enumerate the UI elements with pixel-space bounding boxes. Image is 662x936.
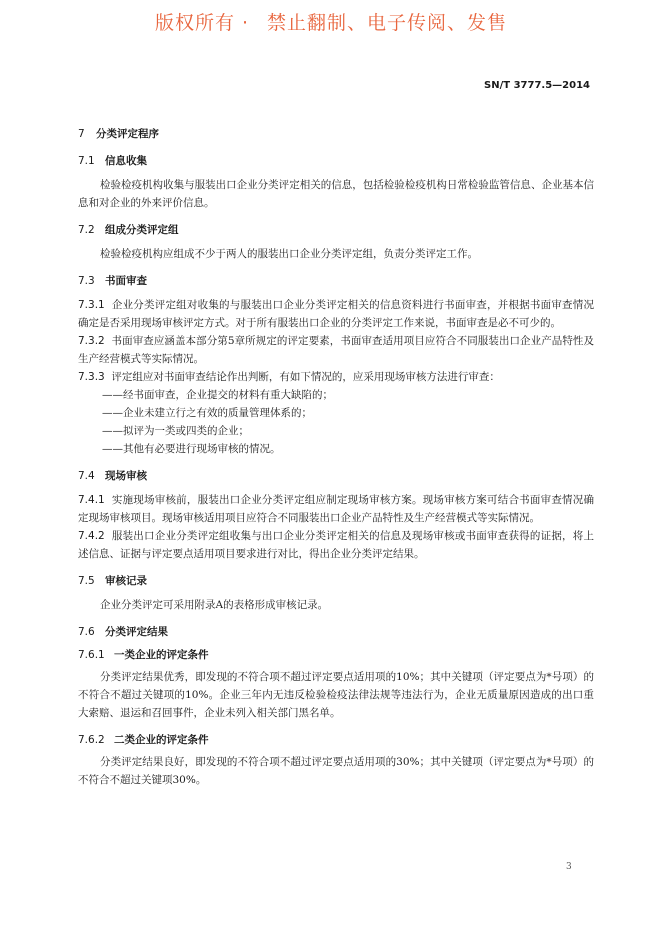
paragraph-7-3-3: 7.3.3 评定组应对书面审查结论作出判断，有如下情况的，应采用现场审核方法进行审查： [78, 371, 500, 383]
page-number: 3 [566, 862, 572, 872]
list-item: ——其他有必要进行现场审核的情况。 [102, 443, 281, 455]
banner-part-2: 禁止翻制、电子传阅、发售 [267, 12, 508, 34]
heading-7-1: 7.1 信息收集 [78, 155, 147, 167]
paragraph-7-3-2: 7.3.2 书面审查应涵盖本部分第5章所规定的评定要素，书面审查适用项目应符合不同服装出口企业产品特性及生产经营模式等实际情况。 [78, 335, 594, 365]
paragraph-7-1: 检验检疫机构收集与服装出口企业分类评定相关的信息，包括检验检疫机构日常检验监管信息、企业基本信息和对企业的外来评价信息。 [78, 179, 594, 209]
paragraph-7-6-1: 分类评定结果优秀，即发现的不符合项不超过评定要点适用项的10%；其中关键项（评定要点为*号项）的不符合不超过关键项的10%。企业三年内无违反检验检疫法律法规等违法行为，企业无质量原因造成的出口重大索赔、退运和召回事件，企业未列入相关部门黑名单。 [78, 671, 594, 719]
paragraph-7-5: 企业分类评定可采用附录A的表格形成审核记录。 [100, 599, 329, 611]
paragraph-7-2: 检验检疫机构应组成不少于两人的服装出口企业分类评定组，负责分类评定工作。 [100, 248, 478, 260]
paragraph-7-6-2: 分类评定结果良好，即发现的不符合项不超过评定要点适用项的30%；其中关键项（评定要点为*号项）的不符合不超过关键项30%。 [78, 756, 594, 786]
standard-number: SN/T 3777.5—2014 [484, 80, 590, 91]
heading-7-5: 7.5 审核记录 [78, 575, 147, 587]
paragraph-7-3-1: 7.3.1 企业分类评定组对收集的与服装出口企业分类评定相关的信息资料进行书面审查，并根据书面审查情况确定是否采用现场审核评定方式。对于所有服装出口企业的分类评定工作来说，书面审查是必不可少的。 [78, 299, 594, 329]
paragraph-7-4-2: 7.4.2 服装出口企业分类评定组收集与出口企业分类评定相关的信息及现场审核或书面审查获得的证据，将上述信息、证据与评定要点适用项目要求进行对比，得出企业分类评定结果。 [78, 530, 594, 560]
heading-7-2: 7.2 组成分类评定组 [78, 224, 179, 236]
heading-7: 7 分类评定程序 [78, 128, 159, 140]
heading-7-6-2: 7.6.2 二类企业的评定条件 [78, 734, 209, 746]
heading-7-6: 7.6 分类评定结果 [78, 626, 168, 638]
heading-7-6-1: 7.6.1 一类企业的评定条件 [78, 649, 209, 661]
list-item: ——经书面审查，企业提交的材料有重大缺陷的； [102, 389, 333, 401]
heading-7-3: 7.3 书面审查 [78, 275, 147, 287]
list-item: ——企业未建立行之有效的质量管理体系的； [102, 407, 312, 419]
banner-part-1: 版权所有 · [154, 12, 250, 34]
list-item: ——拟评为一类或四类的企业； [102, 425, 249, 437]
document-body [78, 126, 594, 789]
paragraph-7-4-1: 7.4.1 实施现场审核前，服装出口企业分类评定组应制定现场审核方案。现场审核方案可结合书面审查情况确定现场审核项目。现场审核适用项目应符合不同服装出口企业产品特性及生产经营模式等实际情况。 [78, 494, 594, 524]
copyright-banner [0, 8, 662, 35]
heading-7-4: 7.4 现场审核 [78, 470, 147, 482]
